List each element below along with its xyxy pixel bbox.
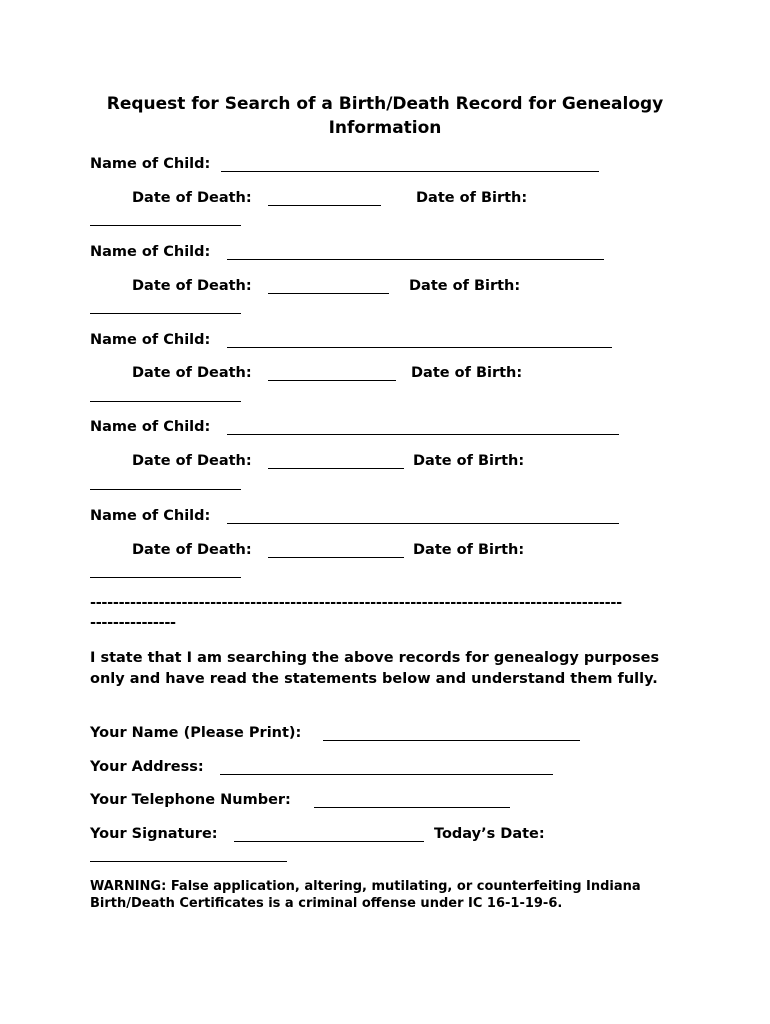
- your-address-field[interactable]: [220, 774, 553, 775]
- name-of-child-label-3: Name of Child:: [90, 332, 211, 348]
- name-of-child-field-2[interactable]: [227, 259, 604, 260]
- dashed-separator-line-2: ---------------: [90, 615, 176, 631]
- date-of-birth-label-2: Date of Birth:: [409, 278, 521, 294]
- name-of-child-field-3[interactable]: [227, 347, 612, 348]
- date-of-birth-field-3[interactable]: [90, 401, 241, 402]
- date-of-death-label-3: Date of Death:: [132, 365, 252, 381]
- date-of-birth-field-4[interactable]: [90, 489, 241, 490]
- date-of-death-label-4: Date of Death:: [132, 453, 252, 469]
- date-of-death-field-4[interactable]: [268, 468, 404, 469]
- date-of-birth-label-5: Date of Birth:: [413, 542, 525, 558]
- name-of-child-field-5[interactable]: [227, 523, 619, 524]
- date-of-birth-field-1[interactable]: [90, 225, 241, 226]
- genealogy-statement: I state that I am searching the above records for genealogy purposes only and have read the statements below and understand them fully.: [90, 650, 660, 687]
- your-telephone-field[interactable]: [314, 807, 510, 808]
- date-of-birth-label-1: Date of Birth:: [416, 190, 528, 206]
- form-title: Request for Search of a Birth/Death Record for Genealogy Information: [106, 94, 664, 138]
- your-name-label: Your Name (Please Print):: [90, 725, 302, 741]
- your-telephone-label: Your Telephone Number:: [90, 792, 291, 808]
- your-name-field[interactable]: [323, 740, 580, 741]
- date-of-birth-label-4: Date of Birth:: [413, 453, 525, 469]
- date-of-death-field-3[interactable]: [268, 380, 396, 381]
- date-of-death-label-1: Date of Death:: [132, 190, 252, 206]
- your-address-label: Your Address:: [90, 759, 204, 775]
- name-of-child-label-2: Name of Child:: [90, 244, 211, 260]
- date-of-death-field-2[interactable]: [268, 293, 389, 294]
- dashed-separator-line-1: ---------------------------------------------------------------------------------------------: [90, 595, 622, 611]
- date-of-death-label-5: Date of Death:: [132, 542, 252, 558]
- name-of-child-label-4: Name of Child:: [90, 419, 211, 435]
- name-of-child-label-1: Name of Child:: [90, 156, 211, 172]
- your-signature-label: Your Signature:: [90, 826, 218, 842]
- todays-date-field[interactable]: [90, 861, 287, 862]
- todays-date-label: Today’s Date:: [434, 826, 545, 842]
- your-signature-field[interactable]: [234, 841, 424, 842]
- date-of-death-field-1[interactable]: [268, 205, 381, 206]
- name-of-child-field-1[interactable]: [221, 171, 599, 172]
- date-of-death-field-5[interactable]: [268, 557, 404, 558]
- warning-notice: WARNING: False application, altering, mutilating, or counterfeiting Indiana Birth/Death Certificates is a criminal offense under IC 16-1-19-6.: [90, 879, 641, 911]
- date-of-birth-field-2[interactable]: [90, 313, 241, 314]
- date-of-birth-field-5[interactable]: [90, 577, 241, 578]
- name-of-child-field-4[interactable]: [227, 434, 619, 435]
- date-of-birth-label-3: Date of Birth:: [411, 365, 523, 381]
- name-of-child-label-5: Name of Child:: [90, 508, 211, 524]
- date-of-death-label-2: Date of Death:: [132, 278, 252, 294]
